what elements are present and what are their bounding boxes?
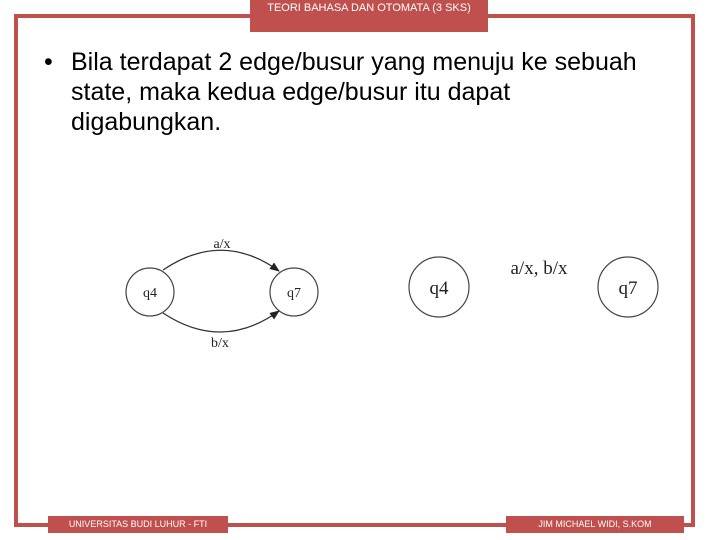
header-title: TEORI BAHASA DAN OTOMATA (3 SKS) [250,0,488,32]
state-q4-left-label: q4 [143,286,157,301]
edge-bottom [163,311,279,332]
state-q7-left-label: q7 [287,286,301,301]
edge-top [163,250,279,271]
state-q4-right-label: q4 [429,278,449,299]
edge-top-label: a/x [213,237,231,252]
footer-right: JIM MICHAEL WIDI, S.KOM [506,516,684,533]
edge-bottom-label: b/x [211,336,229,351]
footer-left: UNIVERSITAS BUDI LUHUR - FTI [48,516,228,533]
bullet-text: Bila terdapat 2 edge/busur yang menuju ke sebuah state, maka kedua edge/busur itu dapat digabungkan. [71,48,637,136]
state-q7-right-label: q7 [618,278,638,299]
bullet-marker: • [44,48,53,76]
merged-edge-label: a/x, b/x [510,258,568,279]
